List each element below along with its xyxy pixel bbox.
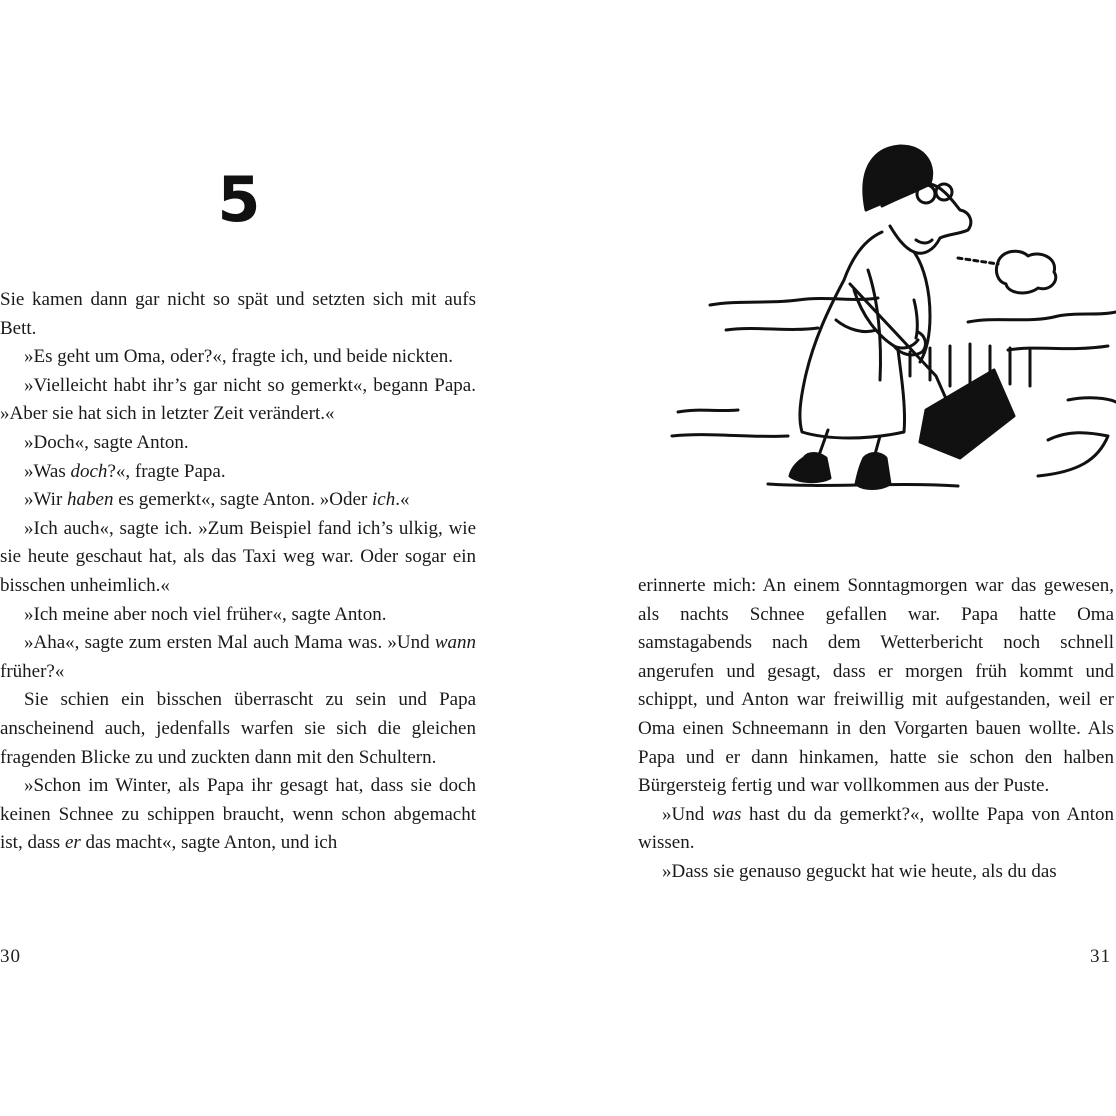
paragraph: erinnerte mich: An einem Sonntagmorgen war das gewesen, als nachts Schnee gefallen war. Papa hatte Oma samstagabends nach dem Wetterbericht noch schnell angerufen und gesagt, dass er morgen früh kommt und schippt, und Anton war freiwillig mit aufgestanden, weil er Oma einen Schneemann in den Vorgarten bauen wollte. Als Papa und er dann hinkamen, hatte sie schon den halben Bürgersteig fertig und war vollkommen aus der Puste. [638,575,1114,797]
paragraph: »Was doch?«, fragte Papa. [24,460,226,482]
page-number: 30 [0,946,21,967]
emphasis: ich [372,489,396,511]
paragraph: »Und was hast du da gemerkt?«, wollte Papa von Anton wissen. [638,803,1114,854]
emphasis: er [64,832,81,854]
emphasis: was [711,803,742,825]
emphasis: doch [70,460,108,482]
paragraph: Sie kamen dann gar nicht so spät und setzten sich mit aufs Bett. [0,289,476,339]
paragraph: »Schon im Winter, als Papa ihr gesagt hat, dass sie doch keinen Schnee zu schippen braucht, wenn schon abgemacht ist, dass er das macht«, sagte Anton, und ich [0,775,476,854]
paragraph: »Doch«, sagte Anton. [24,431,189,453]
paragraph: »Aha«, sagte zum ersten Mal auch Mama was. »Und wann früher?« [0,632,476,682]
paragraph: »Ich auch«, sagte ich. »Zum Beispiel fand ich’s ulkig, wie sie heute geschaut hat, als das Taxi weg war. Oder sogar ein bisschen unheimlich.« [0,517,476,596]
grandma-shoveling-snow-illustration [668,140,1116,510]
emphasis: wann [434,632,476,654]
page-number: 31 [1090,946,1111,967]
right-page [558,0,1116,1116]
left-page-text [0,286,476,858]
paragraph: »Ich meine aber noch viel früher«, sagte Anton. [24,603,387,625]
paragraph: »Wir haben es gemerkt«, sagte Anton. »Oder ich.« [24,489,410,511]
paragraph: »Vielleicht habt ihr’s gar nicht so gemerkt«, begann Papa. »Aber sie hat sich in letzter Zeit verändert.« [0,374,476,425]
paragraph: Sie schien ein bisschen überrascht zu sein und Papa anscheinend auch, jedenfalls warfen sie sich die gleichen fragenden Blicke zu und zuckten dann mit den Schultern. [0,689,476,768]
right-page-text [638,572,1114,887]
emphasis: haben [67,489,114,511]
paragraph: »Es geht um Oma, oder?«, fragte ich, und beide nickten. [24,346,453,368]
paragraph: »Dass sie genauso geguckt hat wie heute, als du das [662,860,1057,882]
chapter-number: 5 [217,163,261,236]
